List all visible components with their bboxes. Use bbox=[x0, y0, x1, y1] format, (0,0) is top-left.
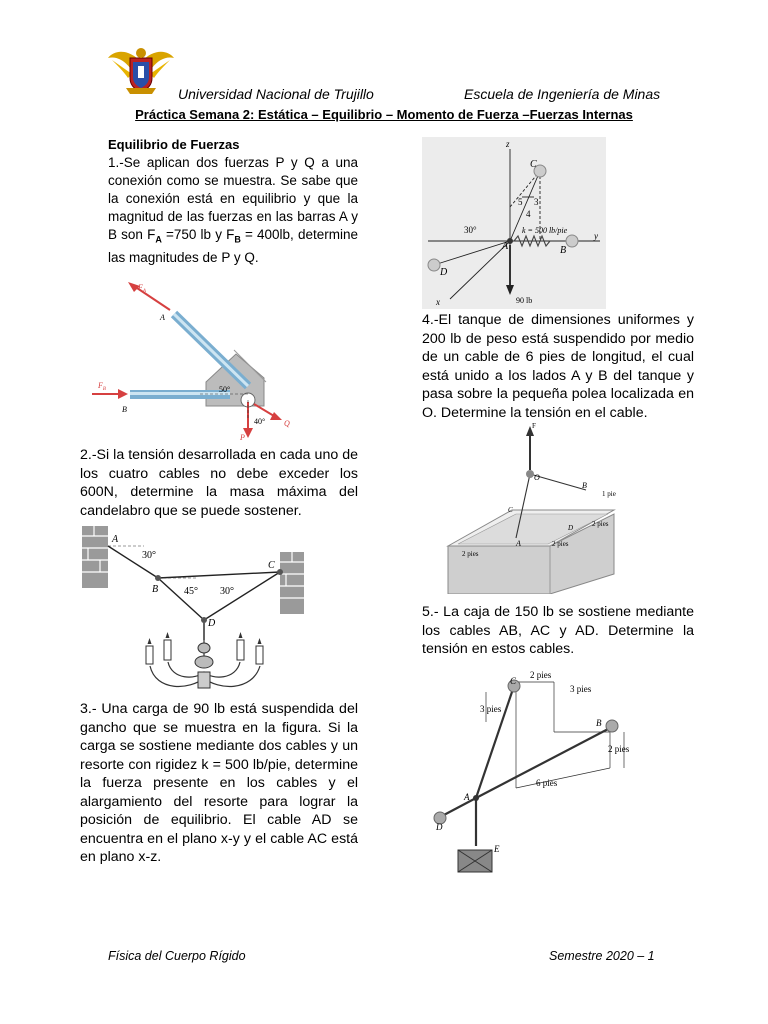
svg-text:A: A bbox=[502, 241, 509, 252]
svg-text:30°: 30° bbox=[142, 550, 156, 561]
section-title: Equilibrio de Fuerzas bbox=[108, 137, 240, 152]
svg-text:1 pie: 1 pie bbox=[602, 490, 616, 498]
svg-text:45°: 45° bbox=[184, 586, 198, 597]
footer-semester: Semestre 2020 – 1 bbox=[549, 949, 655, 963]
svg-text:C: C bbox=[510, 676, 517, 686]
figure-3-hook bbox=[422, 137, 606, 309]
figure-4-tank bbox=[428, 418, 640, 594]
svg-text:30°: 30° bbox=[220, 586, 234, 597]
svg-text:2 pies: 2 pies bbox=[530, 670, 552, 680]
svg-text:2 pies: 2 pies bbox=[552, 540, 569, 548]
problem-4-text: 4.-El tanque de dimensiones uniformes y 200 lb de peso está suspendido por medio de un cable de 6 pies de longitud, el cual está unido a los lados A y B del tanque y pasa sobre la pequeña polea localizada en O. Determine la tensión en el cable. bbox=[422, 312, 694, 421]
svg-text:6 pies: 6 pies bbox=[536, 778, 558, 788]
svg-text:B: B bbox=[560, 245, 567, 256]
svg-text:3 pies: 3 pies bbox=[570, 684, 592, 694]
svg-text:z: z bbox=[506, 139, 510, 149]
svg-text:2 pies: 2 pies bbox=[462, 550, 479, 558]
svg-text:B: B bbox=[122, 405, 127, 414]
svg-text:F: F bbox=[532, 422, 536, 430]
figure-1-connection bbox=[88, 282, 308, 442]
svg-text:D: D bbox=[568, 524, 574, 532]
svg-text:y: y bbox=[594, 231, 598, 241]
svg-text:3: 3 bbox=[534, 197, 539, 207]
svg-text:k = 500 lb/pie: k = 500 lb/pie bbox=[522, 226, 568, 235]
footer-course: Física del Cuerpo Rígido bbox=[108, 949, 246, 963]
svg-text:50°: 50° bbox=[219, 385, 231, 394]
svg-text:30°: 30° bbox=[464, 225, 477, 235]
svg-text:A: A bbox=[516, 539, 521, 548]
svg-text:FA: $F_A$ bbox=[138, 283, 146, 294]
university-logo bbox=[106, 44, 176, 96]
svg-text:O: O bbox=[534, 473, 540, 482]
svg-text:FB: $F_B$ bbox=[98, 381, 106, 392]
svg-text:5: 5 bbox=[518, 197, 523, 207]
svg-text:2 pies: 2 pies bbox=[608, 744, 630, 754]
svg-text:B: B bbox=[582, 481, 587, 490]
svg-text:90 lb: 90 lb bbox=[516, 296, 533, 305]
svg-text:Q: Q bbox=[284, 419, 290, 428]
problem-2-text: 2.-Si la tensión desarrollada en cada uno de los cuatro cables no debe exceder los 600N, determine la masa máxima del candelabro que se puede sostener. bbox=[80, 447, 358, 519]
problem-1-text: 1.-Se aplican dos fuerzas P y Q a una conexión como se muestra. Se sabe que la conexión está en equilibrio y que la magnitud de las fuerzas en las barras A y B son $F_A =750$ lb y $F_B = 400lb$, determine las magnitudes de P y Q. bbox=[108, 155, 358, 265]
svg-text:C: C bbox=[530, 159, 537, 170]
svg-text:4: 4 bbox=[526, 209, 531, 219]
svg-text:D: D bbox=[208, 618, 216, 629]
svg-text:3 pies: 3 pies bbox=[480, 704, 502, 714]
svg-text:A: A bbox=[160, 313, 165, 322]
problem-3-text: 3.- Una carga de 90 lb está suspendida del gancho que se muestra en la figura. Si la carga se sostiene mediante dos cables y un resorte con rigidez k = 500 lb/pie, determine la fuerza presente en los cables y el alargamiento del resorte para lograr la posición de equilibrio. El cable AD se encuentra en el plano x-y y el cable AC está en plano x-z. bbox=[80, 701, 358, 865]
svg-text:P: P bbox=[240, 433, 245, 442]
svg-text:2 pies: 2 pies bbox=[592, 520, 609, 528]
svg-text:E: E bbox=[494, 844, 500, 854]
svg-text:D: D bbox=[436, 822, 443, 832]
figure-5-crate bbox=[424, 668, 650, 878]
svg-text:D: D bbox=[440, 267, 448, 278]
figure-2-chandelier bbox=[80, 522, 306, 698]
problem-5-text: 5.- La caja de 150 lb se sostiene mediante los cables AB, AC y AD. Determine la tensión en estos cables. bbox=[422, 604, 694, 657]
svg-text:40°: 40° bbox=[254, 417, 266, 426]
page-title: Práctica Semana 2: Estática – Equilibrio – Momento de Fuerza –Fuerzas Internas bbox=[135, 107, 633, 122]
svg-text:C: C bbox=[508, 506, 513, 514]
svg-text:A: A bbox=[464, 792, 470, 802]
svg-text:x: x bbox=[436, 297, 440, 307]
svg-text:A: A bbox=[112, 534, 119, 545]
svg-text:B: B bbox=[596, 718, 602, 728]
university-name: Universidad Nacional de Trujillo bbox=[178, 86, 374, 102]
school-name: Escuela de Ingeniería de Minas bbox=[464, 86, 661, 102]
svg-text:C: C bbox=[268, 560, 275, 571]
svg-text:B: B bbox=[152, 584, 159, 595]
